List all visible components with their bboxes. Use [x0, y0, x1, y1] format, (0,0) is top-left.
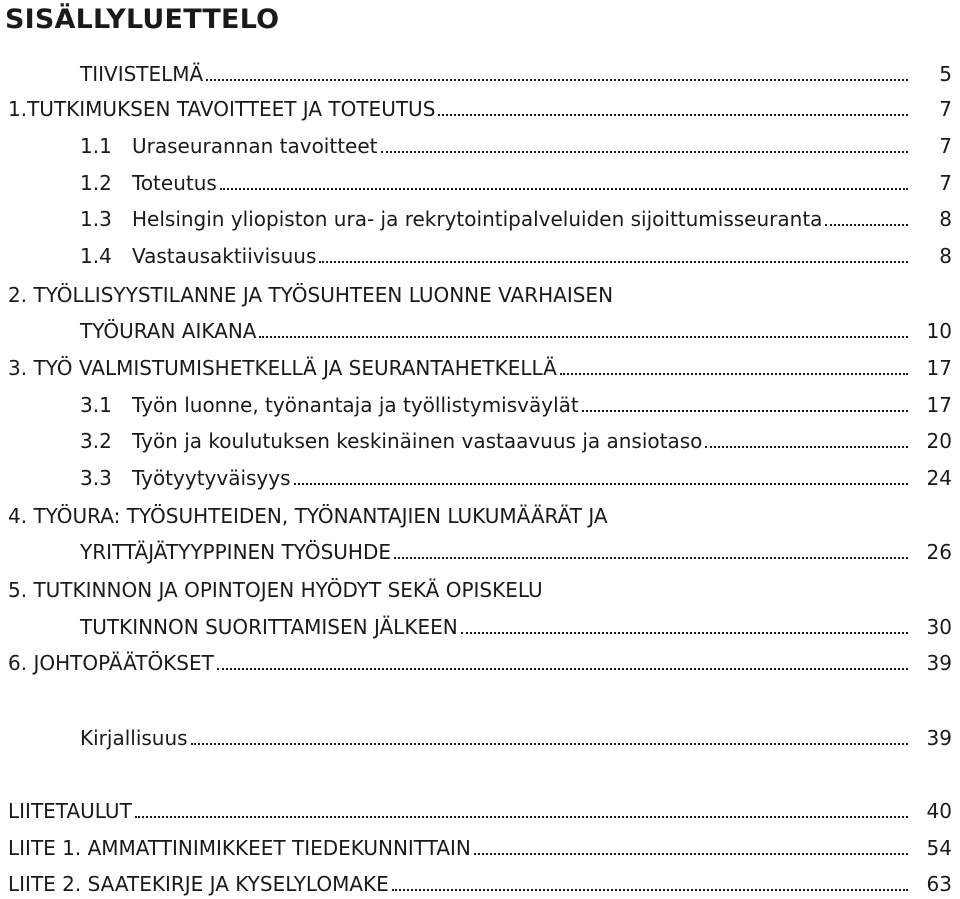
toc-entry-page: 17 — [926, 393, 952, 417]
toc-leader-dots — [461, 632, 908, 634]
toc-entry-title: Uraseurannan tavoitteet — [132, 134, 378, 158]
toc-leader-dots — [191, 743, 908, 745]
toc-entry-title: 1.TUTKIMUKSEN TAVOITTEET JA TOTEUTUS — [8, 97, 436, 121]
toc-entry[interactable] — [80, 168, 952, 198]
toc-entry-text — [8, 833, 471, 863]
toc-entry[interactable] — [8, 796, 952, 826]
toc-leader-dots — [825, 224, 908, 226]
toc-entry-page: 39 — [926, 651, 952, 675]
toc-entry[interactable] — [80, 537, 952, 567]
toc-entry-text — [80, 463, 291, 493]
toc-entry[interactable] — [80, 463, 952, 493]
toc-entry-page: 24 — [926, 466, 952, 490]
toc-leader-dots — [705, 446, 908, 448]
toc-entry-title: LIITETAULUT — [8, 799, 132, 823]
toc-leader-dots — [294, 483, 908, 485]
toc-entry[interactable] — [8, 94, 952, 124]
toc-leader-dots — [217, 668, 908, 670]
toc-entry-number: 1.1 — [80, 134, 112, 158]
toc-entry-title: Toteutus — [132, 171, 217, 195]
toc-entry-page: 40 — [926, 799, 952, 823]
toc-entry-title: 5. TUTKINNON JA OPINTOJEN HYÖDYT SEKÄ OPISKELU — [8, 578, 543, 602]
toc-entry-title: Työn ja koulutuksen keskinäinen vastaavuus ja ansiotaso — [132, 429, 703, 453]
toc-leader-dots — [220, 188, 908, 190]
toc-entry-text — [80, 204, 822, 234]
toc-entry-text — [80, 131, 378, 161]
toc-entry[interactable] — [80, 316, 952, 346]
toc-entry-number: 3.2 — [80, 429, 112, 453]
toc-entry-page: 26 — [926, 540, 952, 564]
toc-entry[interactable] — [8, 575, 952, 605]
toc-leader-dots — [392, 889, 908, 891]
toc-entry-page: 8 — [939, 207, 952, 231]
toc-entry-title: TUTKINNON SUORITTAMISEN JÄLKEEN — [80, 615, 458, 639]
toc-leader-dots — [560, 373, 908, 375]
toc-leader-dots — [438, 114, 908, 116]
toc-entry[interactable] — [8, 280, 952, 310]
toc-entry-text — [8, 501, 608, 531]
toc-entry-text — [80, 390, 579, 420]
toc-entry-text — [8, 280, 613, 310]
toc-entry[interactable] — [80, 204, 952, 234]
toc-entry[interactable] — [8, 501, 952, 531]
toc-entry[interactable] — [80, 241, 952, 271]
toc-entry-number: 3.1 — [80, 393, 112, 417]
toc-entry-title: Työtyytyväisyys — [132, 466, 291, 490]
toc-entry-text — [80, 537, 391, 567]
toc-entry-title: LIITE 2. SAATEKIRJE JA KYSELYLOMAKE — [8, 872, 389, 896]
toc-entry-title: TIIVISTELMÄ — [80, 62, 204, 86]
toc-entry-text — [8, 796, 132, 826]
toc-entry-number: 1.4 — [80, 244, 112, 268]
toc-entry[interactable] — [80, 390, 952, 420]
toc-entry-text — [8, 575, 543, 605]
toc-entry-number: 1.2 — [80, 171, 112, 195]
page-title: SISÄLLYLUETTELO — [5, 4, 280, 35]
toc-entry-page: 63 — [926, 872, 952, 896]
toc-entry-page: 30 — [926, 615, 952, 639]
toc-entry[interactable] — [80, 59, 952, 89]
toc-entry-title: YRITTÄJÄTYYPPINEN TYÖSUHDE — [80, 540, 391, 564]
toc-entry[interactable] — [8, 833, 952, 863]
toc-leader-dots — [474, 853, 908, 855]
toc-entry-page: 10 — [926, 319, 952, 343]
toc-entry[interactable] — [80, 612, 952, 642]
toc-entry-number: 3.3 — [80, 466, 112, 490]
toc-entry-title: Vastausaktiivisuus — [132, 244, 317, 268]
toc-entry-page: 8 — [939, 244, 952, 268]
toc-entry-page: 17 — [926, 356, 952, 380]
toc-leader-dots — [206, 79, 908, 81]
toc-entry-title: Helsingin yliopiston ura- ja rekrytointipalveluiden sijoittumisseuranta — [132, 207, 823, 231]
toc-entry-text — [8, 353, 557, 383]
toc-entry-title: 2. TYÖLLISYYSTILANNE JA TYÖSUHTEEN LUONNE VARHAISEN — [8, 283, 614, 307]
toc-entry[interactable] — [8, 869, 952, 899]
toc-entry-text — [80, 168, 217, 198]
toc-entry-title: TYÖURAN AIKANA — [80, 319, 257, 343]
toc-leader-dots — [135, 816, 908, 818]
toc-entry-number: 1.3 — [80, 207, 112, 231]
toc-entry-title: 6. JOHTOPÄÄTÖKSET — [8, 651, 214, 675]
toc-entry-title: Työn luonne, työnantaja ja työllistymisväylät — [132, 393, 579, 417]
toc-entry-text — [80, 612, 458, 642]
toc-entry-page: 39 — [926, 726, 952, 750]
toc-entry-text — [8, 869, 389, 899]
toc-leader-dots — [381, 151, 908, 153]
toc-entry-text — [8, 648, 214, 678]
toc-leader-dots — [259, 336, 908, 338]
toc-entry-title: Kirjallisuus — [80, 726, 188, 750]
toc-entry[interactable] — [80, 723, 952, 753]
toc-entry-page: 20 — [926, 429, 952, 453]
toc-entry-text — [80, 241, 316, 271]
toc-entry-page: 7 — [939, 134, 952, 158]
toc-entry-text — [80, 723, 188, 753]
toc-entry-page: 54 — [926, 836, 952, 860]
toc-entry-text — [8, 94, 435, 124]
toc-entry-text — [80, 59, 203, 89]
toc-leader-dots — [582, 410, 908, 412]
toc-leader-dots — [394, 557, 908, 559]
toc-entry[interactable] — [80, 131, 952, 161]
toc-entry-page: 7 — [939, 97, 952, 121]
toc-entry-text — [80, 316, 256, 346]
toc-leader-dots — [319, 261, 908, 263]
toc-entry-page: 5 — [939, 62, 952, 86]
toc-entry-title: LIITE 1. AMMATTINIMIKKEET TIEDEKUNNITTAIN — [8, 836, 471, 860]
toc-entry[interactable] — [80, 426, 952, 456]
toc-entry-title: 3. TYÖ VALMISTUMISHETKELLÄ JA SEURANTAHETKELLÄ — [8, 356, 557, 380]
toc-entry-title: 4. TYÖURA: TYÖSUHTEIDEN, TYÖNANTAJIEN LUKUMÄÄRÄT JA — [8, 504, 608, 528]
toc-entry[interactable] — [8, 353, 952, 383]
toc-entry-page: 7 — [939, 171, 952, 195]
toc-entry[interactable] — [8, 648, 952, 678]
toc-entry-text — [80, 426, 702, 456]
